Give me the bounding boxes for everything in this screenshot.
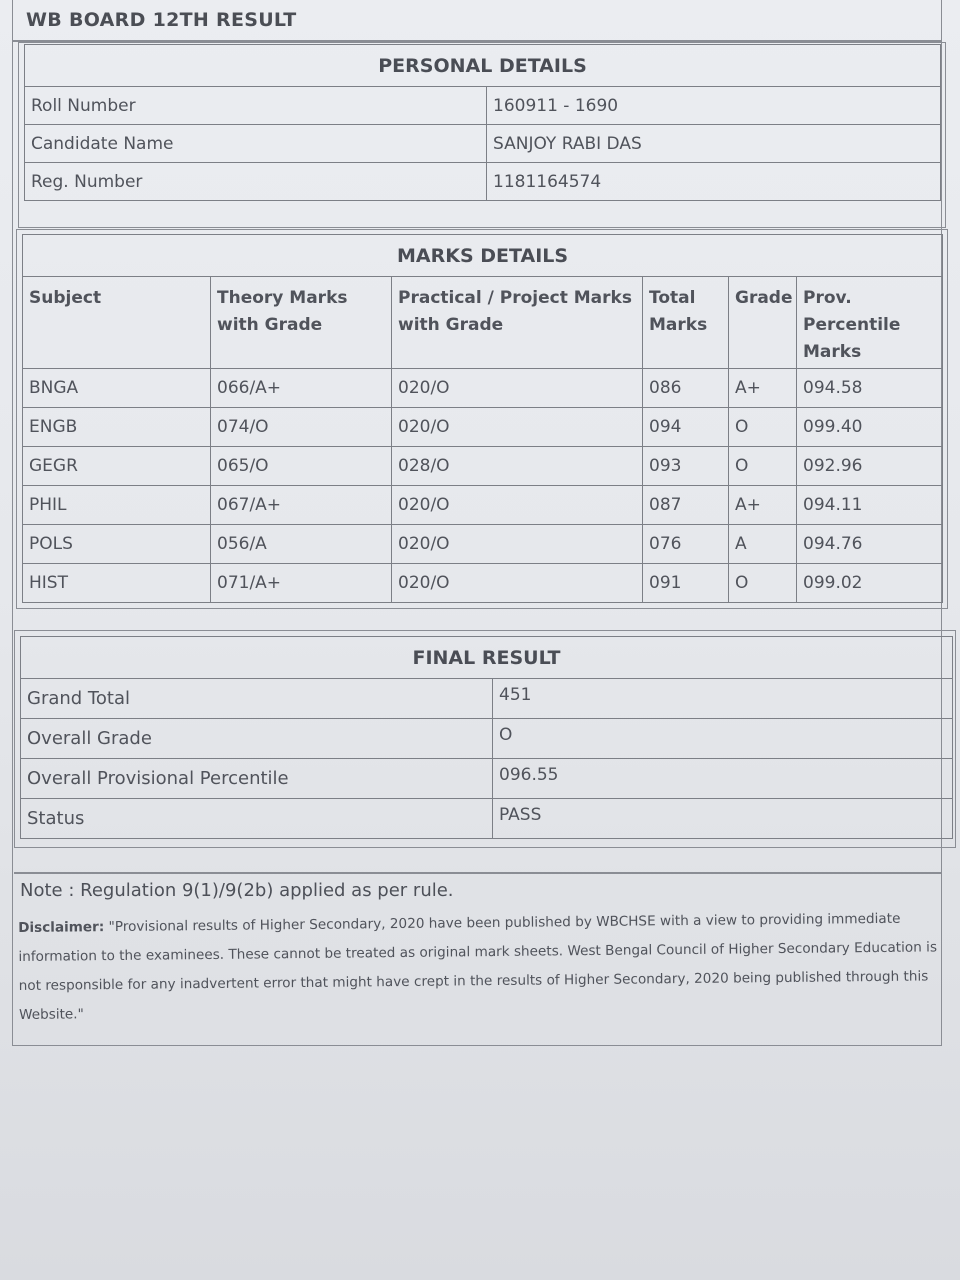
total-cell: 087 <box>643 486 729 525</box>
grade-cell: O <box>729 447 797 486</box>
personal-row <box>25 125 941 163</box>
grade-cell: A <box>729 525 797 564</box>
subject-cell: GEGR <box>23 447 211 486</box>
percentile-cell: 099.02 <box>797 564 943 603</box>
grade-cell: O <box>729 564 797 603</box>
theory-cell: 071/A+ <box>211 564 392 603</box>
practical-cell: 020/O <box>392 408 643 447</box>
percentile-cell: 094.58 <box>797 369 943 408</box>
final-row <box>21 719 953 759</box>
col-header-practical <box>392 277 643 369</box>
disclaimer-label: Disclaimer: <box>18 919 105 936</box>
personal-value: 1181164574 <box>487 163 941 201</box>
personal-row <box>25 163 941 201</box>
col-header-theory-line1: Theory Marks <box>217 288 348 308</box>
col-header-practical-line1: Practical / Project Marks <box>398 288 632 308</box>
regulation-note: Note : Regulation 9(1)/9(2b) applied as per rule. <box>20 880 454 901</box>
col-header-grade-text: Grade <box>735 288 793 308</box>
theory-cell: 067/A+ <box>211 486 392 525</box>
total-cell: 086 <box>643 369 729 408</box>
subject-cell: POLS <box>23 525 211 564</box>
personal-row <box>25 87 941 125</box>
personal-details-heading: PERSONAL DETAILS <box>25 45 941 87</box>
final-result-table <box>20 636 953 839</box>
personal-label: Roll Number <box>25 87 487 125</box>
final-value: PASS <box>493 799 953 839</box>
practical-cell: 028/O <box>392 447 643 486</box>
table-row <box>23 525 943 564</box>
personal-label: Candidate Name <box>25 125 487 163</box>
final-value: 451 <box>493 679 953 719</box>
percentile-cell: 092.96 <box>797 447 943 486</box>
percentile-cell: 099.40 <box>797 408 943 447</box>
col-header-percentile-line3: Marks <box>803 342 862 362</box>
final-label: Overall Grade <box>21 719 493 759</box>
marks-details-table <box>22 234 943 603</box>
col-header-theory-line2: with Grade <box>217 315 323 335</box>
disclaimer-line: not responsible for any inadvertent error that might have crept in the results of Higher Secondary, 2020 being published through this <box>18 968 929 994</box>
page-title: WB BOARD 12TH RESULT <box>26 9 297 31</box>
disclaimer-text: "Provisional results of Higher Secondary, 2020 have been published by WBCHSE with a view to providing immediate <box>104 910 901 936</box>
disclaimer <box>18 904 959 1030</box>
table-row <box>23 447 943 486</box>
total-cell: 091 <box>643 564 729 603</box>
personal-value: SANJOY RABI DAS <box>487 125 941 163</box>
personal-details-table <box>24 44 941 201</box>
final-result-heading: FINAL RESULT <box>21 637 953 679</box>
col-header-total-line2: Marks <box>649 315 708 335</box>
final-row <box>21 759 953 799</box>
subject-cell: PHIL <box>23 486 211 525</box>
table-row <box>23 486 943 525</box>
percentile-cell: 094.76 <box>797 525 943 564</box>
disclaimer-line: information to the examinees. These cannot be treated as original mark sheets. West Bengal Council of Higher Secondary Education is <box>18 939 938 965</box>
practical-cell: 020/O <box>392 564 643 603</box>
personal-value: 160911 - 1690 <box>487 87 941 125</box>
subject-cell: ENGB <box>23 408 211 447</box>
subject-cell: BNGA <box>23 369 211 408</box>
col-header-theory <box>211 277 392 369</box>
col-header-grade <box>729 277 797 369</box>
col-header-practical-line2: with Grade <box>398 315 504 335</box>
col-header-total <box>643 277 729 369</box>
percentile-cell: 094.11 <box>797 486 943 525</box>
grade-cell: A+ <box>729 369 797 408</box>
table-row <box>23 564 943 603</box>
marks-header-row <box>23 277 943 369</box>
marks-details-heading: MARKS DETAILS <box>23 235 943 277</box>
note-divider <box>14 872 942 874</box>
table-row <box>23 369 943 408</box>
col-header-subject <box>23 277 211 369</box>
disclaimer-line: Website." <box>18 1006 84 1023</box>
grade-cell: A+ <box>729 486 797 525</box>
personal-label: Reg. Number <box>25 163 487 201</box>
final-value: O <box>493 719 953 759</box>
table-row <box>23 408 943 447</box>
col-header-percentile <box>797 277 943 369</box>
final-label: Grand Total <box>21 679 493 719</box>
col-header-percentile-line2: Percentile <box>803 315 901 335</box>
col-header-percentile-line1: Prov. <box>803 288 852 308</box>
total-cell: 094 <box>643 408 729 447</box>
final-label: Overall Provisional Percentile <box>21 759 493 799</box>
col-header-total-line1: Total <box>649 288 696 308</box>
final-row <box>21 799 953 839</box>
grade-cell: O <box>729 408 797 447</box>
theory-cell: 065/O <box>211 447 392 486</box>
total-cell: 093 <box>643 447 729 486</box>
practical-cell: 020/O <box>392 486 643 525</box>
practical-cell: 020/O <box>392 525 643 564</box>
theory-cell: 056/A <box>211 525 392 564</box>
final-value: 096.55 <box>493 759 953 799</box>
theory-cell: 066/A+ <box>211 369 392 408</box>
col-header-subject-text: Subject <box>29 288 102 308</box>
total-cell: 076 <box>643 525 729 564</box>
practical-cell: 020/O <box>392 369 643 408</box>
theory-cell: 074/O <box>211 408 392 447</box>
final-row <box>21 679 953 719</box>
final-label: Status <box>21 799 493 839</box>
subject-cell: HIST <box>23 564 211 603</box>
